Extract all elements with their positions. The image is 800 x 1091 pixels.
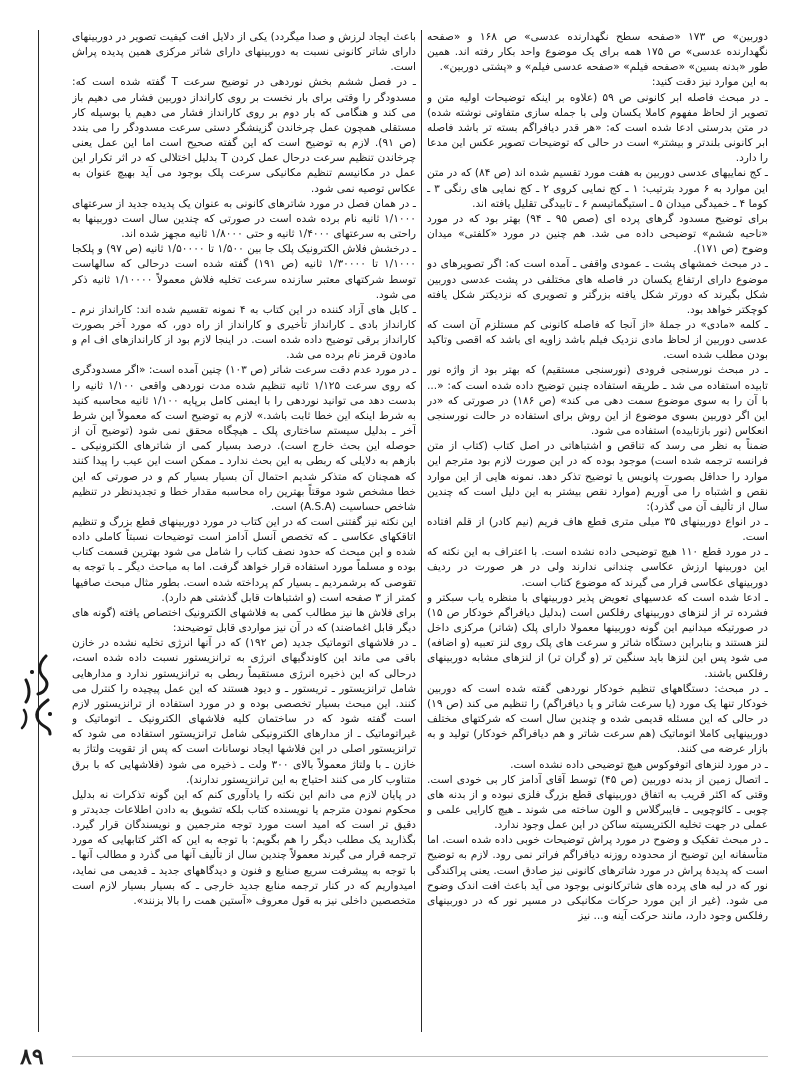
page-number: ۸۹ — [20, 1044, 44, 1070]
paragraph: ضمناً به نظر می رسد که تناقص و اشتباهاتی در اصل کتاب (کتاب از متن فرانسه ترجمه شده است) موجود بوده که در این صورت لازم بود مترجم این موارد را حداقل بصورت پانویس یا توضیح تذکر دهد. نمونه هایی از این موارد نقص و اشتباه را می آوریم (موارد نقص بیشتر به این دلیل است که چندین سال از تألیف آن می گذرد): — [427, 440, 768, 513]
footer-rule — [72, 1056, 768, 1057]
paragraph: برای فلاش ها نیز مطالب کمی به فلاشهای الکترونیک اختصاص یافته (گونه های دیگر قابل اغماضند) که در آن نیز مواردی قابل توضیحند: — [72, 606, 416, 635]
paragraph: ـ در فصل ششم بخش نوردهی در توضیح سرعت T گفته شده است که: مسدودگر را وقتی برای بار نخست بر روی کارانداز دوربین فشار می دهیم باز می کند و هنگامی که بار دوم بر روی کارانداز فشار می دهیم یا بوسیله کار مستقلی همچون عمل چرخاندن گزینشگر دستی سرعت مسدودگر را می بندد (ص ۹۱). لازم به توضیح است که این گفته صحیح است اما این عمل یعنی چرخاندن تنظیم سرعت درحال عمل کردن T بدلیل اختلالی که در اثر تکرار این عمل در مکانیسم تنظیم مکانیکی سرعت پلک بوجود می آید بهیچ عنوان به عکاس توصیه نمی شود. — [72, 76, 416, 195]
kerman-calligraphy-logo — [16, 650, 60, 740]
paragraph: ـ درخشش فلاش الکترونیک پلک جا بین ۱/۵۰۰ تا ۱/۵۰۰۰۰ ثانیه (ص ۹۷) و پلکجا ۱/۱۰۰۰ تا ۱/۳۰۰۰۰ ثانیه (ص ۱۹۱) گفته شده است درحالی که سالهاست توسط شرکتهای معتبر سازنده سرعت تخلیه فلاش معمولاً ۱/۱۰۰۰۰ ثانیه ذکر می شود. — [72, 243, 416, 301]
paragraph: ـ در مبحث خمشهای پشت ـ عمودی واقفی ـ آمده است که: اگر تصویرهای دو موضوع دارای ارتفاع یکسان در فاصله های مختلفی در پشت عدسی دوربین شکل بگیرند که دورتر شکل یافته بزرگتر و تصویری که نزدیکتر شکل یافته کوچکتر خواهد بود. — [427, 258, 768, 316]
article-column-left — [72, 30, 416, 1030]
paragraph: این نکته نیز گفتنی است که در این کتاب در مورد دوربینهای قطع بزرگ و تنظیم اتاقکهای عکاسی ـ که تخصص آنسل آدامز است توضیحات نسبتاً کاملی داده شده و این مبحث که حدود نصف کتاب را شامل می شود بهترین قسمت کتاب بوده و مسلماً مورد استفاده قرار خواهد گرفت. اما به مباحث دیگر ـ با توجه به تقوصی که برشمردیم ـ بسیار کم پرداخته شده است. بطور مثال مبحث صافیها کمتر از ۳ صفحه است (و اشتباهات قابل گذشتی هم دارد). — [72, 516, 416, 604]
article-column-right — [427, 30, 768, 1030]
paragraph: ـ در مورد قطع ۱۱۰ هیچ توضیحی داده نشده است. با اعتراف به این نکته که این دوربینها ارزش عکاسی چندانی ندارند ولی در هر صورت در ردیف دوربینهای عکاسی قرار می گیرند که موضوع کتاب است. — [427, 546, 768, 589]
paragraph: دوربین» ص ۱۷۳ «صفحه سطح نگهدارنده عدسی» ص ۱۶۸ و «صفحه نگهدارنده عدسی» ص ۱۷۵ همه برای یک موضوع واحد بکار رفته اند. همین طور «بدنه بسین» «صفحه فیلم» «صفحه عدسی فیلم» و «پشتی دوربین». — [427, 31, 768, 74]
paragraph: ـ کلمه «مادی» در جملهٔ «از آنجا که فاصله کانونی کم مستلزم آن است که عدسی دوربین از لحاظ مادی نزدیک فیلم باشد زاویه ای باشد که اقصی وتاكید بودن مطلب شده است. — [427, 318, 768, 362]
paragraph: به این موارد نیز دقت کنید: — [651, 76, 768, 89]
paragraph: ـ کابل های آزاد کننده در این کتاب به ۴ نمونه تقسیم شده اند: کارانداز نرم ـ کارانداز بادی ـ کارانداز تأخیری و کارانداز از راه دور، که مورد آخر بصورت کارانداز برقی توضیح داده شده است. در اینجا لازم بود از کاراندازهای اف ام و مادون قرمز نام برده می شد. — [72, 303, 416, 362]
paragraph: ـ در فلاشهای اتوماتیک جدید (ص ۱۹۲) که در آنها انرژی تخلیه نشده در خازن باقی می ماند این کاوندگیهای انرژی به ترانزیستور نسبت داده شده است، درحالی که این ذخیره انرژی مستقیماً ربطی به ترانزیستور ندارد و مدارهایی شامل ترانزیستور ـ تریستور ـ و دیود هستند که این عمل پیچیده را کنترل می کنند. این مبحث بسیار تخصصی بوده و در مورد استفاده از ترانزیستور لازم است گفته شود که در ساختمان کلیه فلاشهای الکترونیک ـ اتوماتیک و غیراتوماتیک ـ از مدارهای الکترونیکی شامل ترانزیستور استفاده می شود که ترانزیستور اصلی در این فلاشها ایجاد نوسانات است که پس از تقویت ولتاژ به خازن ـ با ولتاژ معمولاً بالای ۳۰۰ ولت ـ ذخیره می شود (فلاشهایی که با برق متناوب کار می کنند احتیاج به این ترانزیستور ندارند). — [72, 637, 416, 786]
paragraph: ـ در مبحث: دستگاههای تنظیم خودکار نوردهی گفته شده است که دوربین خودکار تنها یک مورد (یا سرعت شاتر و یا دیافراگم) را تنظیم می کند (ص ۱۹) در حالی که این مسئله قدیمی شده و چندین سال است که شرکتهای مختلف دوربینهایی کاملا اتوماتیک (هم سرعت شاتر و هم دیافراگم خودکار) تولید و به بازار عرضه می کنند. — [427, 682, 768, 756]
paragraph: در پایان لازم می دانم این نکته را یادآوری کنم که این گونه تذکرات نه بدلیل محکوم نمودن مترجم یا نویسنده کتاب بلکه تشویق به دادن اطلاعات جدیدتر و دقیق تر است که امید است مورد توجه مترجمین و نویسندگان قرار گیرد. بگذارید یک مطلب دیگر را هم بگویم: با توجه به این که اکثر کتابهایی که مورد ترجمه قرار می گیرند معمولاً چندین سال از تألیف آنها می گذرد و مطالب آنها ـ با توجه به پیشرفت سریع صنایع و فنون و دیدگاههای جدید ـ قدیمی می نماید، امیدواریم که در کنار ترجمه منابع جدید خارجی ـ که بسیار بسیار لازم است متخصصین داخلی نیز به قول معروف «آستین همت را بالا بزنند». — [72, 788, 416, 907]
paragraph: ـ کج نماییهای عدسی دوربین به هفت مورد تقسیم شده اند (ص ۸۴) که در متن این موارد به ۶ مورد بترتیب: ۱ ـ کج نمایی کروی ۲ ـ کج نمایی های رنگی ۳ ـ کوما ۴ ـ خمیدگی میدان ۵ ـ استیگماتیسم ۶ ـ تابیدگی تقلیل یافته اند. — [427, 167, 768, 210]
paragraph: ـ در مبحث تفکیک و وضوح در مورد پراش توضیحات خوبی داده شده است. اما متأسفانه این توضیح از محدوده روزنه دیافراگم فراتر نمی رود. لازم به توضیح است که پدیدهٔ پراش در مورد شاترهای کانونی نیز صادق است. یعنی پراکندگی نور که در لبه های پرده های شاترکانونی بوجود می آید باعث افت اندک وضوح می شود. (غیر از این مورد حرکات مکانیکی در مسیر نور که در دوربینهای رفلکس وجود دارد، مانند حرکت آینه و... نیز — [427, 834, 768, 923]
paragraph: ـ در مورد لنزهای اتوفوکوس هیچ توضیحی داده نشده است. — [510, 758, 768, 771]
paragraph: ـ در مورد عدم دقت سرعت شاتر (ص ۱۰۳) چنین آمده است: «اگر مسدودگری که روی سرعت ۱/۱۲۵ ثانیه تنظیم شده مدت نوردهی واقعی ۱/۱۰۰ ثانیه را بدست دهد می توانید نوردهی را با ایمنی کامل برپایه ۱/۱۰۰ ثانیه محاسبه کنید به شرط اینکه این خطا ثابت باشد.» لازم به توضیح است که معمولاً این شرط آخر ـ بدلیل سیستم ساختاری پلک ـ هیچگاه محقق نمی شود (توضیح آن از حوصله این بحث خارج است). درصد بسیار کمی از شاترهای الکترونیکی ـ بازهم به دلایلی که ربطی به این بحث ندارد ـ ممکن است این عیب را پیدا کنند که همچنان که متذکر شدیم احتمال آن بسیار بسیار کم و در صورتی که این خطا مشخص شود موقتاً بهترین راه محاسبه مقدار خطا و تجدیدنظر در تنظیم شاخص حساسیت (A.S.A) است. — [72, 364, 416, 513]
paragraph: ـ در همان فصل در مورد شاترهای کانونی به عنوان یک پدیده جدید از سرعتهای ۱/۱۰۰۰ ثانیه نام برده شده است در صورتی که چندین سال است دوربینها به راحتی به سرعتهای ۱/۴۰۰۰ ثانیه و حتی ۱/۸۰۰۰ ثانیه مجهز شده اند. — [72, 197, 416, 241]
column-divider — [421, 30, 422, 1032]
paragraph: ـ اتصال زمین از بدنه دوربین (ص ۴۵) توسط آقای آدامز کار بی خودی است. وقتی که اکثر قریب به اتفاق دوربینهای قطع بزرگ فلزی نبوده و از بدنه های چوبی ـ کائوچویی ـ فایبرگلاس و الون ساخته می شوند ـ هیچ کارایی علمی و عملی در جهت تخلیه الکتریسیته ساکن در این عمل وجود ندارد. — [427, 773, 768, 832]
paragraph: باعث ایجاد لرزش و صدا میگردد) یکی از دلایل افت کیفیت تصویر در دوربینهای دارای شاتر کانونی نسبت به دوربینهای دارای شاتر مرکزی همین پدیده پراش است. — [72, 31, 416, 74]
paragraph: ـ در مبحث فاصله ابر کانونی ص ۵۹ (علاوه بر اینکه توضیحات اولیه متن و تصویر از لحاظ مفهوم کاملا یکسان ولی با جمله سازی متفاوتی نوشته شده) در متن بدرستی ادعا شده است که: «هر قدر دیافراگم بسته تر باشد فاصله ابر کانونی بلندتر و بیشتر» است در حالی که توضیحات تصویر عکس این مدعا را دارد. — [427, 91, 768, 165]
margin-rule — [38, 30, 39, 1032]
paragraph: برای توضیح مسدود گرهای پرده ای (صص ۹۵ ـ ۹۴) بهتر بود که در مورد «ناحیه ششم» توضیحی داده می شد. هم چنین در مورد «کلفتی» میدان وضوح (ص ۱۷۱). — [427, 212, 768, 256]
paragraph: ـ ادعا شده است که عدسیهای تعویض پذیر دوربینهای با منظره یاب سبکتر و فشرده تر از لنزهای دوربینهای رفلکس است (بدلیل دیافراگم خودکار ص ۱۵) در صورتیکه میدانیم این گونه دوربینها معمولا دارای پلک (شاتر) مرکزی داخل لنز هستند و بنابراین دستگاه شاتر و سرعت های پلک روی لنز تعبیه (و اضافه) می شود پس این لنزها باید سنگین تر (و گران تر) از لنزهای مشابه دوربینهای رفلکس باشند. — [427, 591, 768, 680]
paragraph: ـ در مبحث نورسنجی فرودی (نورسنجی مستقیم) که بهتر بود از واژه نور تابیده استفاده می شد ـ طریقه استفاده چنین توضیح داده شده است که: «... با آن را به سوی موضوع سمت دهی می کند» (ص ۱۸۶) در صورتی که «در این اگر دوربین بسوی موضوع از این روش برای استفاده در حالت نورسنجی انعکاس (نور بازتابیده) استفاده می شود. — [427, 364, 768, 438]
paragraph: ـ در انواع دوربینهای ۳۵ میلی متری قطع هاف فریم (نیم کادر) از قلم افتاده است. — [427, 516, 768, 544]
